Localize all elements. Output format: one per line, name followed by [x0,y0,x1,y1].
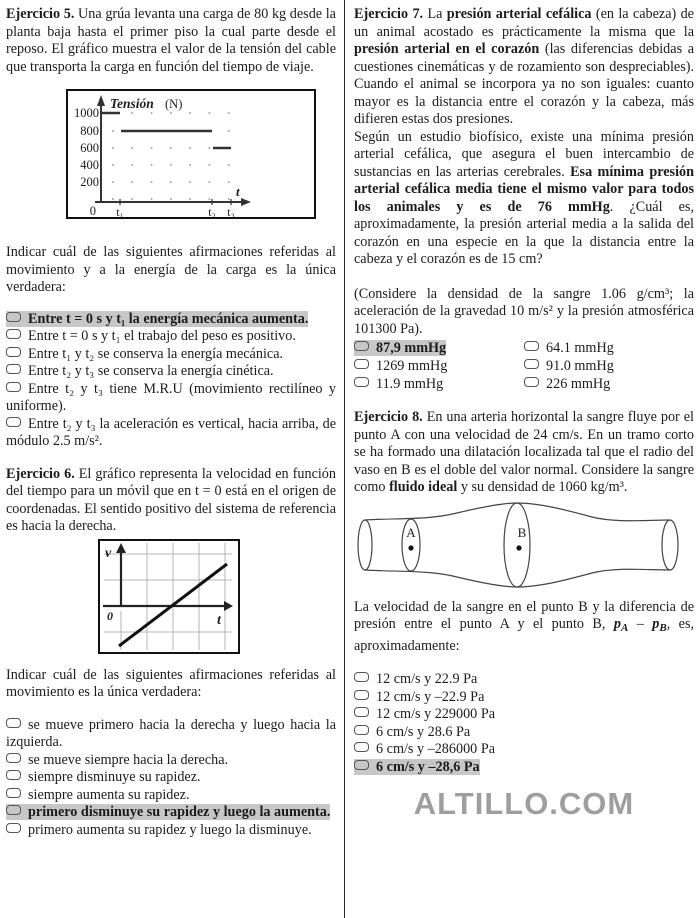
checkbox-icon[interactable] [6,770,21,780]
y-tick-200: 200 [80,175,99,189]
grid-lines [104,543,232,650]
option-row: 12 cm/s y 22.9 Pa [354,671,694,689]
exercise-5-question: Indicar cuál de las siguientes afirmaciones referidas al movimiento y a la energía de la carga es la única verdadera: [6,244,336,295]
checkbox-icon[interactable] [354,672,369,682]
checkbox-icon[interactable] [6,718,21,728]
x-axis-arrow-icon [241,198,251,206]
y-axis-label: v [105,545,112,561]
exercise-8-intro: Ejercicio 8. En una arteria horizontal la sangre fluye por el punto A con una velocidad de 24 cm/s. En un tramo corto se ha formado una dilatación localizada tal que el radio del vaso en B es el doble del valor normal. Considere la sangre como fluido ideal y su densidad de 1060 kg/m³. [354,409,694,495]
checkbox-icon[interactable] [6,753,21,763]
y-tick-400: 400 [80,158,99,172]
chart-title: Tensión [110,96,154,111]
option-row: 6 cm/s y –286000 Pa [354,741,694,759]
checkbox-icon[interactable] [6,788,21,798]
option-row: 11.9 mmHg [354,375,524,393]
origin-label: 0 [107,608,113,623]
exercise-7-data-note: (Considere la densidad de la sangre 1.06 g/cm³; la aceleración de la gravedad 10 m/s² y la presión atmosférica 101300 Pa). [354,285,694,337]
checkbox-icon[interactable] [6,417,21,427]
option-row: 12 cm/s y –22.9 Pa [354,689,694,707]
point-b-dot [516,545,521,550]
highlighted-answer: 6 cm/s y –28,6 Pa [354,759,480,775]
exercise-7-intro: Ejercicio 7. La presión arterial cefálica (en la cabeza) de un animal acostado es prácticamente la misma que la presión arterial en el corazón (las diferencias debidas a cuestiones cinemáticas y de rozamiento son despreciables). Cuando el animal se incorpora ya no son iguales: cuanto mayor es la distancia entre el corazón y la cabeza, más difieren estas dos presiones. [354,6,694,127]
pressure-a-symbol: p [613,616,621,632]
exercise-5-intro: Ejercicio 5. Una grúa levanta una carga de 80 kg desde la planta baja hasta el primer piso la cual parte desde el reposo. El gráfico muestra el valor de la tensión del cable que transporta la carga en función del tiempo de viaje. [6,6,336,75]
checkbox-icon[interactable] [6,347,21,357]
option-row [354,339,524,357]
option-row: Entre t₂ y t₃ tiene M.R.U (movimiento rectilíneo y uniforme). [6,380,336,414]
checkbox-icon[interactable] [354,760,369,770]
checkbox-icon[interactable] [524,359,539,369]
velocity-chart-svg [100,541,234,652]
exercise-6-label: Ejercicio 6. [6,465,75,482]
checkbox-icon[interactable] [354,690,369,700]
pressure-b-symbol: p [652,616,660,632]
point-a-dot [408,545,413,550]
exercise-5-options [6,311,336,451]
checkbox-icon[interactable] [524,377,539,387]
velocity-graph [98,539,240,654]
tension-chart-svg [68,91,310,217]
left-column [0,0,344,918]
checkbox-icon[interactable] [354,725,369,735]
checkbox-icon[interactable] [354,359,369,369]
option-row: Entre t₂ y t₃ se conserva la energía cinética. [6,363,336,381]
y-tick-1000: 1000 [74,106,99,120]
x-axis-arrow-icon [224,601,233,611]
x-tick-t3: t₃ [227,205,235,217]
y-tick-600: 600 [80,141,99,155]
highlighted-answer: primero disminuye su rapidez y luego la aumenta. [6,804,330,820]
exercise-6-question: Indicar cuál de las siguientes afirmaciones referidas al movimiento es la única verdadera: [6,666,336,700]
artery-outline [358,503,678,587]
option-row: primero aumenta su rapidez y luego la disminuye. [6,822,336,840]
checkbox-icon[interactable] [6,823,21,833]
y-axis-arrow-icon [97,95,105,106]
exercise-8-options [354,671,694,776]
artery-svg [354,499,694,595]
checkbox-icon[interactable] [6,329,21,339]
checkbox-icon[interactable] [524,341,539,351]
watermark-text: ALTILLO.COM [413,786,635,821]
right-column [345,0,700,918]
option-row: 6 cm/s y 28.6 Pa [354,724,694,742]
y-tick-800: 800 [80,124,99,138]
x-axis-label: t [217,612,221,628]
tension-segments [102,113,231,148]
point-a-label: A [406,524,416,540]
x-tick-t2: t₂ [208,205,216,217]
option-row: siempre disminuye su rapidez. [6,769,336,787]
exercise-8-question: La velocidad de la sangre en el punto B y la diferencia de presión entre el punto A y el punto B, $p_A - p_B$, es, aproximadamente: [354,598,695,654]
checkbox-icon[interactable] [6,364,21,374]
checkbox-icon[interactable] [6,805,21,815]
exercise-6-intro: Ejercicio 6. El gráfico representa la velocidad en función del tiempo para un móvil que en t = 0 está en el origen de coordenadas. El sentido positivo del sistema de referencia es hacia la derecha. [6,465,336,534]
option-row: 1269 mmHg [354,357,524,375]
option-row: 12 cm/s y 229000 Pa [354,706,694,724]
checkbox-icon[interactable] [354,742,369,752]
checkbox-icon[interactable] [354,341,369,351]
option-row: 226 mmHg [524,375,694,393]
exercise-5-label: Ejercicio 5. [6,6,75,22]
options-column-2 [524,339,694,393]
x-tick-t1: t₁ [116,205,124,217]
option-row: Entre t = 0 s y t₁ el trabajo del peso es positivo. [6,328,336,346]
point-b-label: B [517,524,527,540]
exercise-8-label: Ejercicio 8. [354,409,423,425]
exercise-7-label: Ejercicio 7. [354,6,424,22]
option-row [6,804,336,822]
chart-unit: (N) [165,97,183,111]
y-axis-arrow-icon [116,543,126,553]
options-column-1 [354,339,524,393]
checkbox-icon[interactable] [354,707,369,717]
option-row: se mueve primero hacia la derecha y luego hacia la izquierda. [6,716,336,750]
origin-label: 0 [89,204,96,217]
tension-graph [66,89,316,219]
option-row: 91.0 mmHg [524,357,694,375]
option-row: Entre t₂ y t₃ la aceleración es vertical, hacia arriba, de módulo 2.5 m/s². [6,415,336,449]
highlighted-answer: Entre t = 0 s y t₁ la energía mecánica aumenta. [6,311,308,327]
checkbox-icon[interactable] [6,382,21,392]
option-row [6,311,336,329]
axes [95,101,244,205]
x-axis-label: t [236,184,240,199]
exercise-6-options [6,717,336,840]
option-row: 64.1 mmHg [524,339,694,357]
checkbox-icon[interactable] [6,312,21,322]
option-row: Entre t₁ y t₂ se conserva la energía mecánica. [6,346,336,364]
option-row: se mueve siempre hacia la derecha. [6,752,336,770]
artery-diagram [354,499,694,595]
option-row [354,759,694,777]
checkbox-icon[interactable] [354,377,369,387]
exercise-7-body: Según un estudio biofísico, existe una mínima presión arterial cefálica, que asegura el buen intercambio de sustancias en las arterias cerebrales. Esa mínima presión arterial cefálica media tiene el mismo valor para todos los animales y es de 76 mmHg. ¿Cuál es, aproximadamente, la presión arterial media a la salida del corazón en una especie en la que la distancia entre la cabeza y el corazón es de 15 cm? [354,128,694,267]
option-row: siempre aumenta su rapidez. [6,787,336,805]
dotted-grid [112,113,240,199]
exercise-7-options [354,339,694,393]
highlighted-answer: 87,9 mmHg [354,340,446,356]
